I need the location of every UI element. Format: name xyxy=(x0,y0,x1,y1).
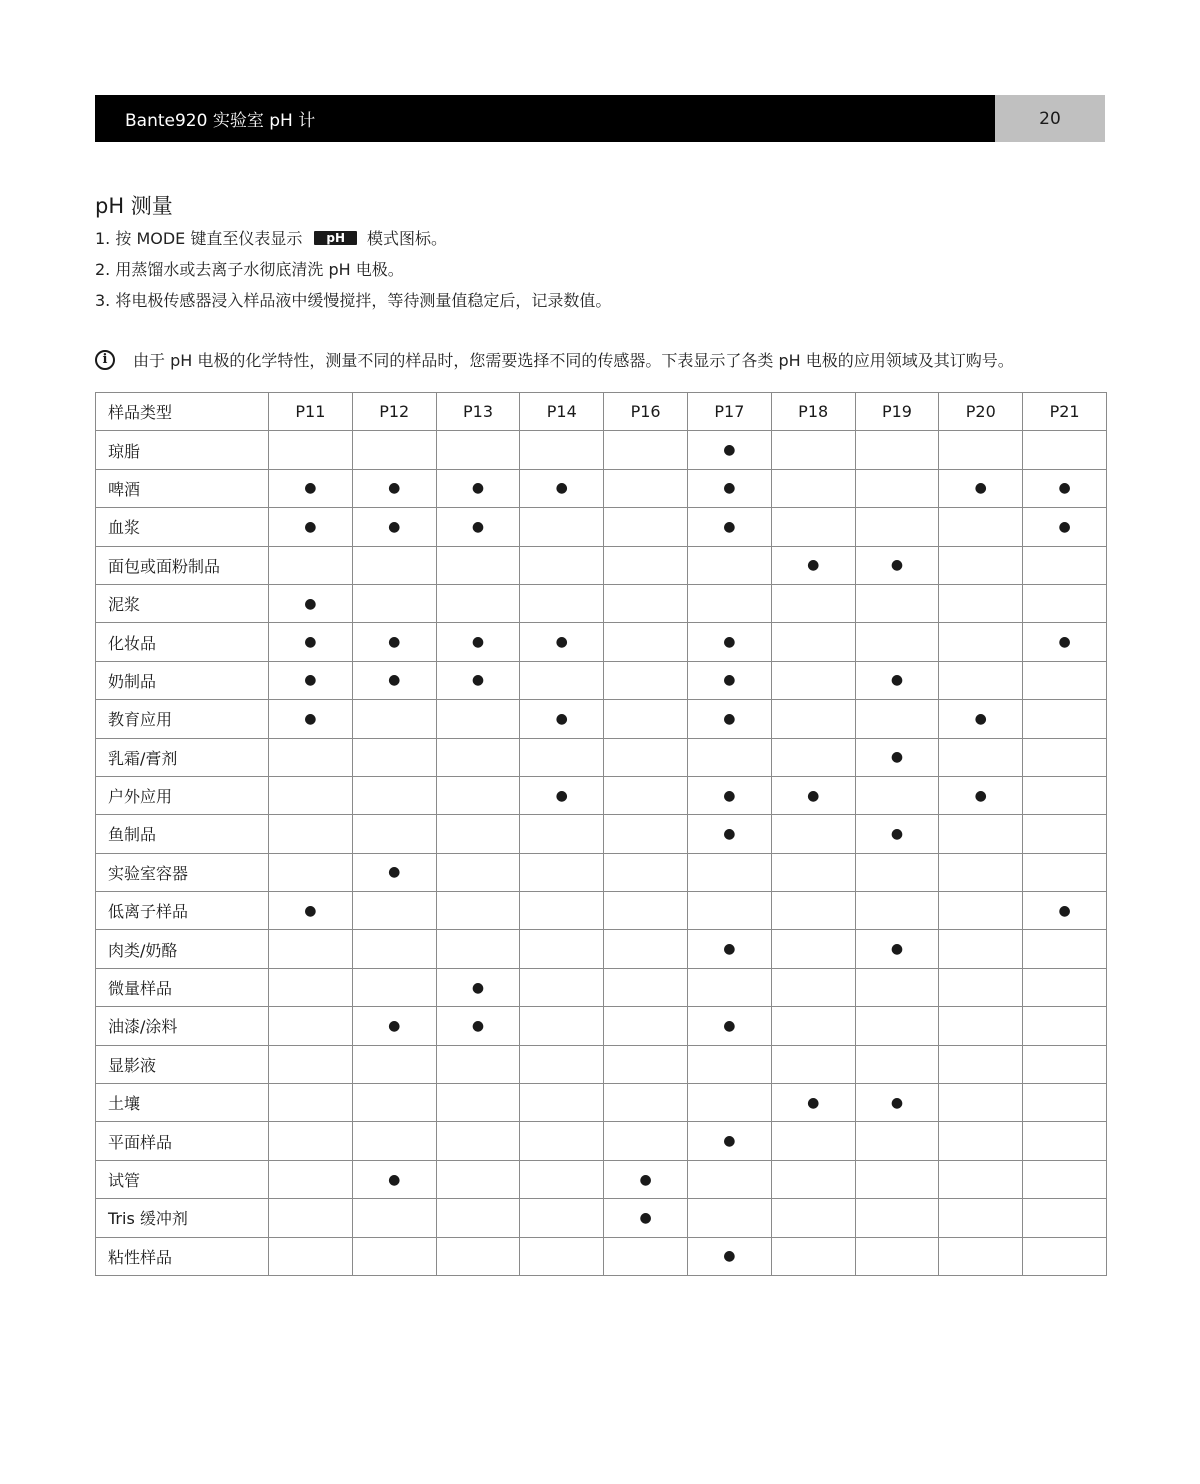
step-1 xyxy=(95,226,447,249)
empty-cell xyxy=(269,776,353,814)
compatibility-dot: ● xyxy=(1023,623,1107,661)
empty-cell xyxy=(436,892,520,930)
empty-cell xyxy=(939,1045,1023,1083)
compatibility-dot: ● xyxy=(520,776,604,814)
empty-cell xyxy=(771,968,855,1006)
compatibility-dot: ● xyxy=(352,661,436,699)
sample-type-cell: 户外应用 xyxy=(96,776,269,814)
empty-cell xyxy=(604,776,688,814)
table-row xyxy=(96,892,1107,930)
empty-cell xyxy=(269,1160,353,1198)
empty-cell xyxy=(687,738,771,776)
empty-cell xyxy=(1023,1084,1107,1122)
empty-cell xyxy=(1023,584,1107,622)
empty-cell xyxy=(520,1237,604,1275)
compatibility-dot: ● xyxy=(855,546,939,584)
empty-cell xyxy=(604,1084,688,1122)
empty-cell xyxy=(436,1160,520,1198)
empty-cell xyxy=(520,1045,604,1083)
empty-cell xyxy=(855,853,939,891)
compatibility-dot: ● xyxy=(352,469,436,507)
empty-cell xyxy=(436,1084,520,1122)
empty-cell xyxy=(604,738,688,776)
empty-cell xyxy=(436,815,520,853)
compatibility-dot: ● xyxy=(687,623,771,661)
empty-cell xyxy=(269,1045,353,1083)
empty-cell xyxy=(436,546,520,584)
compatibility-dot: ● xyxy=(687,776,771,814)
empty-cell xyxy=(939,930,1023,968)
empty-cell xyxy=(939,431,1023,469)
empty-cell xyxy=(1023,546,1107,584)
empty-cell xyxy=(687,1160,771,1198)
table-row xyxy=(96,1160,1107,1198)
empty-cell xyxy=(687,584,771,622)
sample-type-cell: 泥浆 xyxy=(96,584,269,622)
empty-cell xyxy=(939,1199,1023,1237)
sample-type-cell: Tris 缓冲剂 xyxy=(96,1199,269,1237)
empty-cell xyxy=(1023,853,1107,891)
header-bar xyxy=(95,95,995,142)
empty-cell xyxy=(604,853,688,891)
empty-cell xyxy=(771,508,855,546)
compatibility-dot: ● xyxy=(436,623,520,661)
empty-cell xyxy=(520,930,604,968)
empty-cell xyxy=(352,431,436,469)
empty-cell xyxy=(604,930,688,968)
empty-cell xyxy=(520,508,604,546)
empty-cell xyxy=(352,546,436,584)
compatibility-dot: ● xyxy=(855,930,939,968)
compatibility-dot: ● xyxy=(687,508,771,546)
empty-cell xyxy=(604,1045,688,1083)
empty-cell xyxy=(1023,738,1107,776)
compatibility-dot: ● xyxy=(269,469,353,507)
model-header-p19: P19 xyxy=(855,393,939,431)
empty-cell xyxy=(939,1084,1023,1122)
compatibility-dot: ● xyxy=(771,776,855,814)
empty-cell xyxy=(520,815,604,853)
sample-type-cell: 血浆 xyxy=(96,508,269,546)
model-header-p12: P12 xyxy=(352,393,436,431)
empty-cell xyxy=(436,1045,520,1083)
sample-type-cell: 实验室容器 xyxy=(96,853,269,891)
table-row xyxy=(96,661,1107,699)
compatibility-dot: ● xyxy=(939,700,1023,738)
empty-cell xyxy=(771,1122,855,1160)
empty-cell xyxy=(352,892,436,930)
empty-cell xyxy=(604,469,688,507)
compatibility-dot: ● xyxy=(855,661,939,699)
sample-type-cell: 粘性样品 xyxy=(96,1237,269,1275)
table-row xyxy=(96,968,1107,1006)
compatibility-dot: ● xyxy=(269,700,353,738)
empty-cell xyxy=(269,1122,353,1160)
sample-type-cell: 面包或面粉制品 xyxy=(96,546,269,584)
empty-cell xyxy=(939,546,1023,584)
empty-cell xyxy=(520,431,604,469)
empty-cell xyxy=(687,1084,771,1122)
empty-cell xyxy=(604,661,688,699)
empty-cell xyxy=(352,1237,436,1275)
empty-cell xyxy=(855,1199,939,1237)
compatibility-dot: ● xyxy=(269,584,353,622)
empty-cell xyxy=(604,815,688,853)
compatibility-dot: ● xyxy=(436,508,520,546)
sample-type-cell: 试管 xyxy=(96,1160,269,1198)
compatibility-dot: ● xyxy=(855,738,939,776)
empty-cell xyxy=(855,968,939,1006)
empty-cell xyxy=(939,1007,1023,1045)
empty-cell xyxy=(855,431,939,469)
empty-cell xyxy=(436,776,520,814)
empty-cell xyxy=(939,661,1023,699)
compatibility-dot: ● xyxy=(687,930,771,968)
model-header-p21: P21 xyxy=(1023,393,1107,431)
empty-cell xyxy=(604,1122,688,1160)
page-number: 20 xyxy=(1039,108,1061,129)
table-row xyxy=(96,623,1107,661)
step-3: 3. 将电极传感器浸入样品液中缓慢搅拌，等待测量值稳定后，记录数值。 xyxy=(95,291,612,310)
sample-type-cell: 琼脂 xyxy=(96,431,269,469)
empty-cell xyxy=(939,968,1023,1006)
compatibility-dot: ● xyxy=(269,508,353,546)
empty-cell xyxy=(939,623,1023,661)
compatibility-dot: ● xyxy=(1023,469,1107,507)
empty-cell xyxy=(436,431,520,469)
empty-cell xyxy=(771,1007,855,1045)
empty-cell xyxy=(520,1122,604,1160)
table-row xyxy=(96,853,1107,891)
table-row xyxy=(96,930,1107,968)
empty-cell xyxy=(436,1122,520,1160)
empty-cell xyxy=(771,623,855,661)
compatibility-dot: ● xyxy=(436,469,520,507)
compatibility-dot: ● xyxy=(1023,508,1107,546)
table-row xyxy=(96,738,1107,776)
compatibility-dot: ● xyxy=(687,1237,771,1275)
empty-cell xyxy=(436,700,520,738)
sample-type-cell: 教育应用 xyxy=(96,700,269,738)
empty-cell xyxy=(269,1199,353,1237)
table-row xyxy=(96,1045,1107,1083)
table-row xyxy=(96,1084,1107,1122)
empty-cell xyxy=(436,1199,520,1237)
empty-cell xyxy=(939,892,1023,930)
model-header-p20: P20 xyxy=(939,393,1023,431)
info-note xyxy=(95,348,1014,371)
table-row xyxy=(96,700,1107,738)
sample-type-cell: 低离子样品 xyxy=(96,892,269,930)
sample-type-header: 样品类型 xyxy=(96,393,269,431)
empty-cell xyxy=(939,508,1023,546)
table-row xyxy=(96,469,1107,507)
compatibility-dot: ● xyxy=(352,623,436,661)
empty-cell xyxy=(771,1045,855,1083)
compatibility-dot: ● xyxy=(352,1007,436,1045)
electrode-compatibility-table xyxy=(95,392,1107,1276)
compatibility-dot: ● xyxy=(687,815,771,853)
empty-cell xyxy=(939,1122,1023,1160)
empty-cell xyxy=(687,1045,771,1083)
empty-cell xyxy=(687,892,771,930)
empty-cell xyxy=(520,968,604,1006)
empty-cell xyxy=(855,1007,939,1045)
empty-cell xyxy=(771,738,855,776)
page-number-box xyxy=(995,95,1105,142)
empty-cell xyxy=(436,853,520,891)
empty-cell xyxy=(1023,1237,1107,1275)
empty-cell xyxy=(520,853,604,891)
empty-cell xyxy=(269,1084,353,1122)
compatibility-dot: ● xyxy=(604,1199,688,1237)
empty-cell xyxy=(855,623,939,661)
empty-cell xyxy=(1023,776,1107,814)
empty-cell xyxy=(1023,700,1107,738)
sample-type-cell: 油漆/涂料 xyxy=(96,1007,269,1045)
empty-cell xyxy=(771,700,855,738)
ph-mode-icon: pH xyxy=(314,231,357,245)
empty-cell xyxy=(1023,1122,1107,1160)
empty-cell xyxy=(1023,1007,1107,1045)
empty-cell xyxy=(436,738,520,776)
empty-cell xyxy=(855,1045,939,1083)
compatibility-dot: ● xyxy=(269,892,353,930)
table-header-row xyxy=(96,393,1107,431)
sample-type-cell: 化妆品 xyxy=(96,623,269,661)
table-row xyxy=(96,584,1107,622)
empty-cell xyxy=(520,1084,604,1122)
empty-cell xyxy=(1023,431,1107,469)
table-row xyxy=(96,1237,1107,1275)
step-2: 2. 用蒸馏水或去离子水彻底清洗 pH 电极。 xyxy=(95,260,404,279)
empty-cell xyxy=(520,661,604,699)
compatibility-dot: ● xyxy=(687,431,771,469)
compatibility-dot: ● xyxy=(855,815,939,853)
table-row xyxy=(96,1122,1107,1160)
empty-cell xyxy=(687,853,771,891)
empty-cell xyxy=(939,738,1023,776)
empty-cell xyxy=(520,1007,604,1045)
empty-cell xyxy=(520,738,604,776)
empty-cell xyxy=(604,1237,688,1275)
empty-cell xyxy=(771,469,855,507)
empty-cell xyxy=(436,584,520,622)
empty-cell xyxy=(269,1007,353,1045)
info-note-text: 由于 pH 电极的化学特性，测量不同的样品时，您需要选择不同的传感器。下表显示了各类 pH 电极的应用领域及其订购号。 xyxy=(133,351,1014,370)
empty-cell xyxy=(436,1237,520,1275)
header-title: Bante920 实验室 pH 计 xyxy=(125,111,316,131)
compatibility-dot: ● xyxy=(687,469,771,507)
empty-cell xyxy=(269,431,353,469)
compatibility-dot: ● xyxy=(771,1084,855,1122)
compatibility-dot: ● xyxy=(687,661,771,699)
sample-type-cell: 奶制品 xyxy=(96,661,269,699)
compatibility-dot: ● xyxy=(687,700,771,738)
sample-type-cell: 平面样品 xyxy=(96,1122,269,1160)
empty-cell xyxy=(269,1237,353,1275)
empty-cell xyxy=(855,700,939,738)
empty-cell xyxy=(269,968,353,1006)
empty-cell xyxy=(855,1160,939,1198)
sample-type-cell: 啤酒 xyxy=(96,469,269,507)
empty-cell xyxy=(855,1122,939,1160)
sample-type-cell: 乳霜/膏剂 xyxy=(96,738,269,776)
empty-cell xyxy=(269,546,353,584)
empty-cell xyxy=(604,968,688,1006)
empty-cell xyxy=(352,1199,436,1237)
empty-cell xyxy=(352,776,436,814)
compatibility-dot: ● xyxy=(269,661,353,699)
empty-cell xyxy=(269,815,353,853)
empty-cell xyxy=(771,1199,855,1237)
empty-cell xyxy=(939,1160,1023,1198)
table-row xyxy=(96,508,1107,546)
compatibility-dot: ● xyxy=(771,546,855,584)
compatibility-dot: ● xyxy=(436,1007,520,1045)
empty-cell xyxy=(604,584,688,622)
compatibility-dot: ● xyxy=(269,623,353,661)
empty-cell xyxy=(771,815,855,853)
sample-type-cell: 微量样品 xyxy=(96,968,269,1006)
empty-cell xyxy=(269,738,353,776)
empty-cell xyxy=(1023,968,1107,1006)
empty-cell xyxy=(352,930,436,968)
model-header-p18: P18 xyxy=(771,393,855,431)
model-header-p11: P11 xyxy=(269,393,353,431)
empty-cell xyxy=(352,1122,436,1160)
empty-cell xyxy=(1023,661,1107,699)
empty-cell xyxy=(352,700,436,738)
model-header-p13: P13 xyxy=(436,393,520,431)
empty-cell xyxy=(771,431,855,469)
compatibility-dot: ● xyxy=(352,1160,436,1198)
empty-cell xyxy=(352,1045,436,1083)
section-title: pH 测量 xyxy=(95,194,173,218)
model-header-p14: P14 xyxy=(520,393,604,431)
empty-cell xyxy=(352,738,436,776)
empty-cell xyxy=(771,1237,855,1275)
empty-cell xyxy=(352,815,436,853)
table-row xyxy=(96,546,1107,584)
empty-cell xyxy=(269,930,353,968)
empty-cell xyxy=(855,469,939,507)
empty-cell xyxy=(520,584,604,622)
empty-cell xyxy=(687,1199,771,1237)
sample-type-cell: 鱼制品 xyxy=(96,815,269,853)
info-icon: i xyxy=(95,350,115,370)
empty-cell xyxy=(855,584,939,622)
empty-cell xyxy=(352,968,436,1006)
empty-cell xyxy=(1023,1045,1107,1083)
empty-cell xyxy=(1023,1160,1107,1198)
table-row xyxy=(96,1007,1107,1045)
compatibility-dot: ● xyxy=(520,469,604,507)
empty-cell xyxy=(687,546,771,584)
empty-cell xyxy=(939,1237,1023,1275)
empty-cell xyxy=(939,853,1023,891)
empty-cell xyxy=(604,623,688,661)
table-row xyxy=(96,1199,1107,1237)
empty-cell xyxy=(604,892,688,930)
compatibility-dot: ● xyxy=(855,1084,939,1122)
empty-cell xyxy=(1023,815,1107,853)
empty-cell xyxy=(520,1199,604,1237)
empty-cell xyxy=(604,700,688,738)
step-1-text-before: 1. 按 MODE 键直至仪表显示 xyxy=(95,229,303,248)
empty-cell xyxy=(352,584,436,622)
sample-type-cell: 土壤 xyxy=(96,1084,269,1122)
empty-cell xyxy=(604,431,688,469)
compatibility-dot: ● xyxy=(1023,892,1107,930)
compatibility-dot: ● xyxy=(352,508,436,546)
empty-cell xyxy=(604,546,688,584)
step-1-text-after: 模式图标。 xyxy=(367,229,448,248)
table-row xyxy=(96,431,1107,469)
compatibility-dot: ● xyxy=(436,968,520,1006)
empty-cell xyxy=(771,892,855,930)
empty-cell xyxy=(1023,1199,1107,1237)
empty-cell xyxy=(771,1160,855,1198)
compatibility-dot: ● xyxy=(436,661,520,699)
empty-cell xyxy=(939,584,1023,622)
empty-cell xyxy=(771,930,855,968)
empty-cell xyxy=(687,968,771,1006)
empty-cell xyxy=(436,930,520,968)
empty-cell xyxy=(520,1160,604,1198)
empty-cell xyxy=(939,815,1023,853)
compatibility-dot: ● xyxy=(520,623,604,661)
compatibility-dot: ● xyxy=(687,1007,771,1045)
compatibility-dot: ● xyxy=(687,1122,771,1160)
table-row xyxy=(96,776,1107,814)
empty-cell xyxy=(855,892,939,930)
empty-cell xyxy=(520,892,604,930)
empty-cell xyxy=(604,508,688,546)
empty-cell xyxy=(352,1084,436,1122)
empty-cell xyxy=(771,853,855,891)
compatibility-dot: ● xyxy=(604,1160,688,1198)
empty-cell xyxy=(855,508,939,546)
model-header-p16: P16 xyxy=(604,393,688,431)
compatibility-dot: ● xyxy=(352,853,436,891)
sample-type-cell: 显影液 xyxy=(96,1045,269,1083)
empty-cell xyxy=(855,776,939,814)
compatibility-dot: ● xyxy=(520,700,604,738)
model-header-p17: P17 xyxy=(687,393,771,431)
compatibility-dot: ● xyxy=(939,776,1023,814)
empty-cell xyxy=(520,546,604,584)
empty-cell xyxy=(771,584,855,622)
empty-cell xyxy=(604,1007,688,1045)
empty-cell xyxy=(771,661,855,699)
compatibility-dot: ● xyxy=(939,469,1023,507)
sample-type-cell: 肉类/奶酪 xyxy=(96,930,269,968)
empty-cell xyxy=(1023,930,1107,968)
table-row xyxy=(96,815,1107,853)
empty-cell xyxy=(855,1237,939,1275)
empty-cell xyxy=(269,853,353,891)
